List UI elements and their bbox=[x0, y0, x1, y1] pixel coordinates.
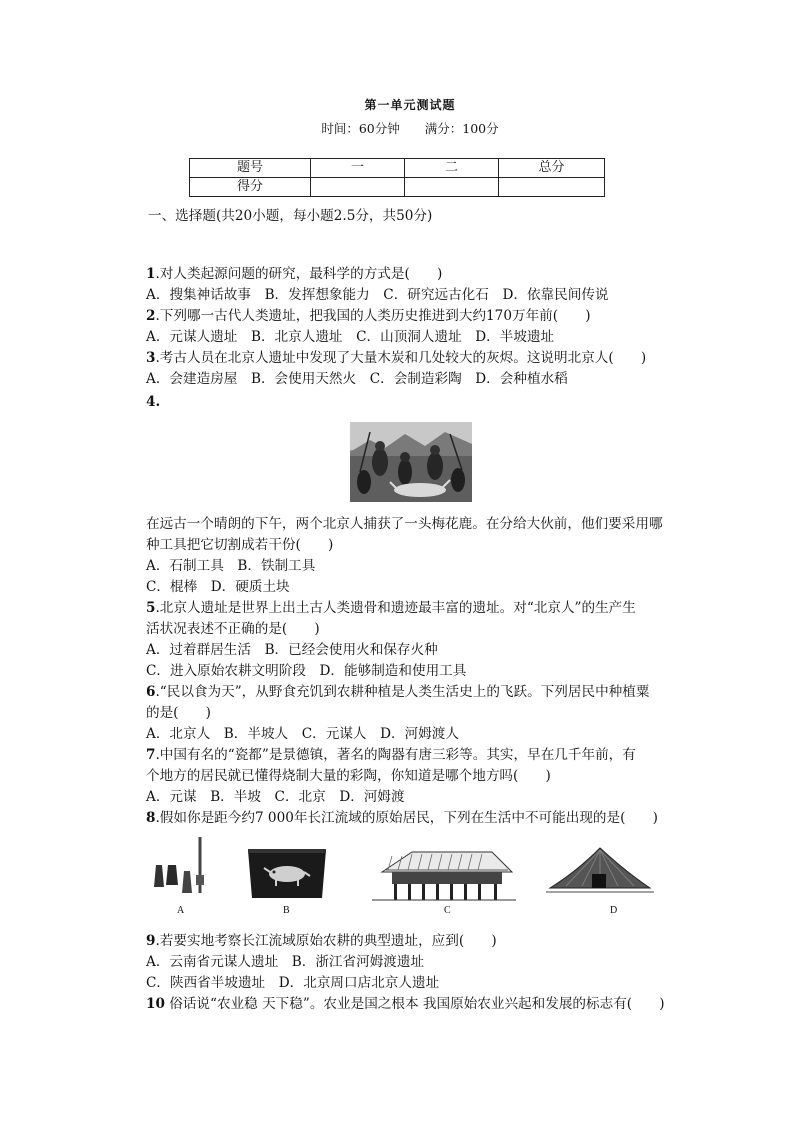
table-cell[interactable] bbox=[311, 178, 405, 197]
table-row bbox=[190, 178, 605, 197]
question-6-stem-2: 的是( ) bbox=[146, 705, 211, 721]
semi-subterranean-house-illustration bbox=[546, 842, 654, 900]
peking-man-hunting-illustration bbox=[350, 422, 472, 502]
question-2-options: A．元谋人遗址 B．北京人遗址 C．山顶洞人遗址 D．半坡遗址 bbox=[146, 329, 555, 345]
pig-pattern-pottery-illustration bbox=[244, 846, 330, 902]
question-9: 9.若要实地考察长江流域原始农耕的典型遗址，应到( ) bbox=[146, 933, 497, 949]
score-table bbox=[189, 158, 605, 197]
table-row bbox=[190, 159, 605, 178]
option-caption-c: C bbox=[444, 905, 451, 916]
question-1: 1.对人类起源问题的研究，最科学的方式是( ) bbox=[146, 266, 443, 282]
question-5-options-1: A．过着群居生活 B．已经会使用火和保存火种 bbox=[146, 642, 438, 658]
option-caption-b: B bbox=[283, 905, 290, 916]
question-4-stem-2: 种工具把它切割成若干份( ) bbox=[146, 537, 334, 553]
question-5: 5.北京人遗址是世界上出土古人类遗骨和遗迹最丰富的遗址。对“北京人”的生产生 bbox=[146, 600, 636, 616]
question-4-options-2: C．棍棒 D．硬质土块 bbox=[146, 579, 290, 595]
table-cell: 总分 bbox=[499, 159, 605, 178]
stilt-house-illustration bbox=[372, 850, 516, 902]
table-cell: 得分 bbox=[190, 178, 311, 197]
question-4-stem-1: 在远古一个晴朗的下午，两个北京人捕获了一头梅花鹿。在分给大伙前，他们要采用哪 bbox=[146, 516, 663, 532]
section-heading: 一、选择题(共20小题，每小题2.5分，共50分) bbox=[148, 208, 433, 224]
option-caption-a: A bbox=[177, 905, 185, 916]
bone-tools-illustration bbox=[150, 835, 212, 897]
option-caption-d: D bbox=[610, 905, 618, 916]
question-7-stem-2: 个地方的居民就已懂得烧制大量的彩陶，你知道是哪个地方吗( ) bbox=[146, 768, 551, 784]
question-1-options: A．搜集神话故事 B．发挥想象能力 C．研究远古化石 D．依靠民间传说 bbox=[146, 287, 609, 303]
table-cell: 二 bbox=[405, 159, 499, 178]
question-4-options-1: A．石制工具 B．铁制工具 bbox=[146, 558, 316, 574]
table-cell[interactable] bbox=[499, 178, 605, 197]
question-10: 10 俗话说“农业稳 天下稳”。农业是国之根本 我国原始农业兴起和发展的标志有( ) bbox=[146, 996, 665, 1012]
question-5-stem-2: 活状况表述不正确的是( ) bbox=[146, 621, 320, 637]
question-9-options-2: C．陕西省半坡遗址 D．北京周口店北京人遗址 bbox=[146, 975, 440, 991]
question-4-number: 4. bbox=[146, 394, 161, 410]
exam-meta: 时间：60分钟 满分：100分 bbox=[321, 121, 499, 136]
page-title: 第一单元测试题 bbox=[364, 98, 456, 112]
question-3: 3.考古人员在北京人遗址中发现了大量木炭和几处较大的灰烬。这说明北京人( ) bbox=[146, 350, 647, 366]
question-8: 8.假如你是距今约7 000年长江流域的原始居民，下列在生活中不可能出现的是( ) bbox=[146, 810, 658, 826]
question-3-options: A．会建造房屋 B．会使用天然火 C．会制造彩陶 D．会种植水稻 bbox=[146, 371, 568, 387]
question-6: 6.“民以食为天”，从野食充饥到农耕种植是人类生活史上的飞跃。下列居民中种植粟 bbox=[146, 684, 650, 700]
question-7-options: A．元谋 B．半坡 C．北京 D．河姆渡 bbox=[146, 789, 405, 805]
question-6-options: A．北京人 B．半坡人 C．元谋人 D．河姆渡人 bbox=[146, 726, 459, 742]
question-9-options-1: A．云南省元谋人遗址 B．浙江省河姆渡遗址 bbox=[146, 954, 425, 970]
question-2: 2.下列哪一古代人类遗址，把我国的人类历史推进到大约170万年前( ) bbox=[146, 308, 591, 324]
table-cell: 题号 bbox=[190, 159, 311, 178]
table-cell[interactable] bbox=[405, 178, 499, 197]
question-7: 7.中国有名的“瓷都”是景德镇，著名的陶器有唐三彩等。其实，早在几千年前，有 bbox=[146, 747, 636, 763]
table-cell: 一 bbox=[311, 159, 405, 178]
question-5-options-2: C．进入原始农耕文明阶段 D．能够制造和使用工具 bbox=[146, 663, 467, 679]
